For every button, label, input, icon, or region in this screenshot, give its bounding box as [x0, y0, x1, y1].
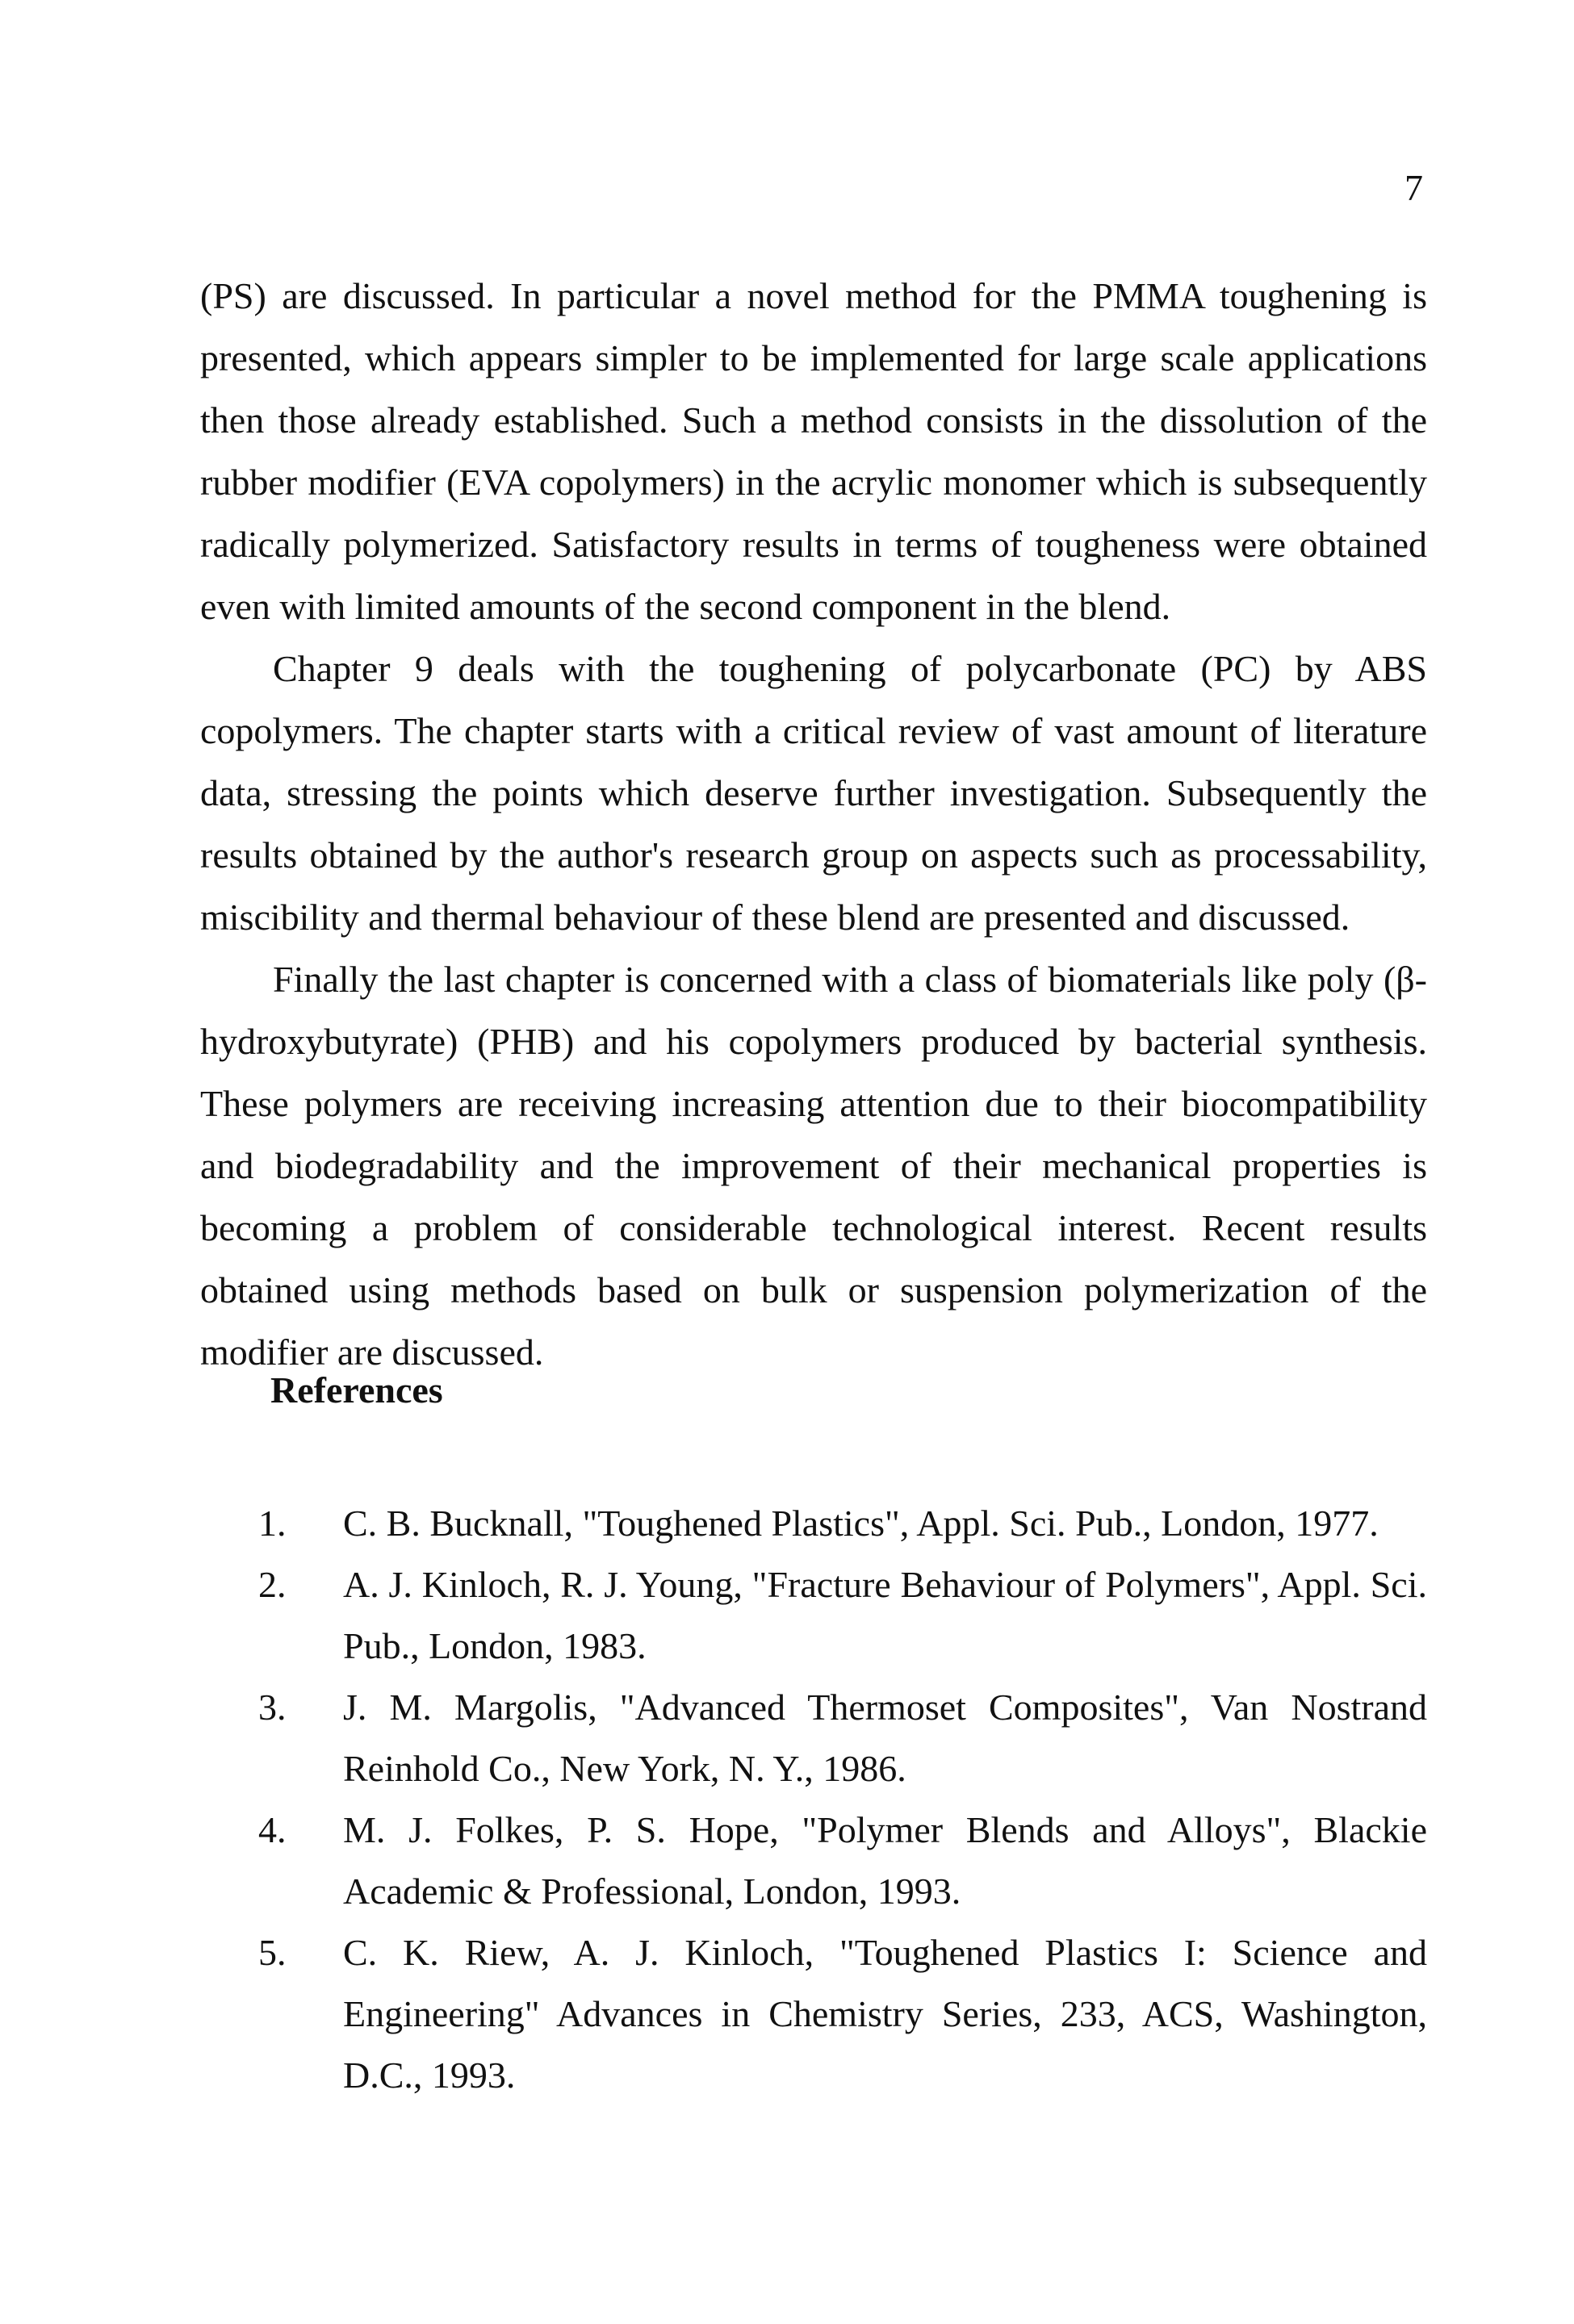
reference-text: J. M. Margolis, "Advanced Thermoset Composites", Van Nostrand Reinhold Co., New York, N. Y., 1986.: [343, 1687, 1427, 1789]
reference-text: C. K. Riew, A. J. Kinloch, "Toughened Plastics I: Science and Engineering" Advances in Chemistry Series, 233, ACS, Washington, D.C., 1993.: [343, 1932, 1427, 2096]
reference-item: [258, 1799, 1427, 1922]
reference-item: [258, 1493, 1427, 1554]
reference-item: [258, 1677, 1427, 1799]
paragraph-chapter-9: Chapter 9 deals with the toughening of polycarbonate (PC) by ABS copolymers. The chapter starts with a critical review of vast amount of literature data, stressing the points which deserve further investigation. Subsequently the results obtained by the author's research group on aspects such as processability, miscibility and thermal behaviour of these blend are presented and discussed.: [200, 648, 1427, 938]
reference-number: 4.: [258, 1809, 287, 1850]
reference-text: C. B. Bucknall, "Toughened Plastics", Appl. Sci. Pub., London, 1977.: [343, 1503, 1379, 1544]
paragraph-continuation: (PS) are discussed. In particular a novel method for the PMMA toughening is presented, which appears simpler to be implemented for large scale applications then those already established. Such a method consists in the dissolution of the rubber modifier (EVA copolymers) in the acrylic monomer which is subsequently radically polymerized. Satisfactory results in terms of tougheness were obtained even with limited amounts of the second component in the blend.: [200, 275, 1427, 627]
reference-number: 3.: [258, 1687, 287, 1728]
reference-number: 2.: [258, 1564, 287, 1605]
page-number: 7: [1404, 167, 1423, 208]
reference-text: A. J. Kinloch, R. J. Young, "Fracture Behaviour of Polymers", Appl. Sci. Pub., London, 1983.: [343, 1564, 1427, 1666]
reference-item: [258, 1922, 1427, 2106]
body-text: [200, 265, 1427, 1383]
paragraph-last-chapter: Finally the last chapter is concerned with a class of biomaterials like poly (β-hydroxybutyrate) (PHB) and his copolymers produced by bacterial synthesis. These polymers are receiving increasing attention due to their biocompatibility and biodegradability and the improvement of their mechanical properties is becoming a problem of considerable technological interest. Recent results obtained using methods based on bulk or suspension polymerization of the modifier are discussed.: [200, 959, 1427, 1373]
reference-item: [258, 1554, 1427, 1677]
reference-number: 5.: [258, 1932, 287, 1973]
reference-number: 1.: [258, 1503, 287, 1544]
references-list: [258, 1493, 1427, 2106]
references-heading: References: [270, 1369, 443, 1411]
reference-text: M. J. Folkes, P. S. Hope, "Polymer Blends and Alloys", Blackie Academic & Professional, London, 1993.: [343, 1809, 1427, 1912]
